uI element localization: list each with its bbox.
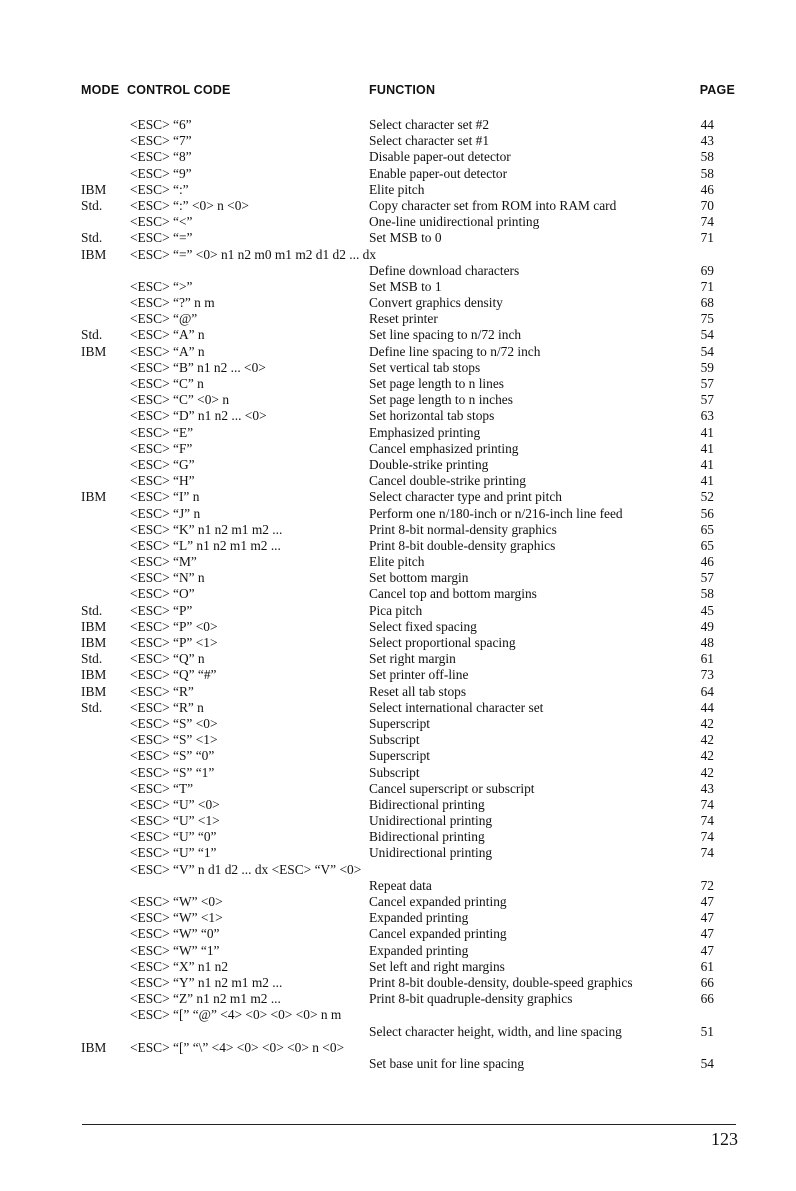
row-control-code: <ESC> “V” n d1 d2 ... dx <ESC> “V” <0> xyxy=(130,861,362,877)
table-row xyxy=(0,522,796,538)
row-page: 74 xyxy=(700,214,714,230)
row-mode: IBM xyxy=(81,1039,107,1055)
table-row xyxy=(0,845,796,861)
row-control-code: <ESC> “B” n1 n2 ... <0> xyxy=(130,359,266,375)
row-function: Cancel top and bottom margins xyxy=(369,586,537,602)
row-page: 63 xyxy=(700,408,714,424)
table-row xyxy=(0,781,796,797)
row-control-code: <ESC> “X” n1 n2 xyxy=(130,958,229,974)
row-control-code: <ESC> “U” “1” xyxy=(130,845,217,861)
row-page: 75 xyxy=(700,311,714,327)
table-row xyxy=(0,603,796,619)
row-function: Select international character set xyxy=(369,699,544,715)
table-row xyxy=(0,878,796,894)
row-page: 42 xyxy=(700,764,714,780)
table-row xyxy=(0,586,796,602)
row-page: 48 xyxy=(700,635,714,650)
table-row xyxy=(0,748,796,764)
table-row xyxy=(0,716,796,732)
table-row xyxy=(0,392,796,408)
row-control-code: <ESC> “W” <1> xyxy=(130,910,223,926)
row-mode: Std. xyxy=(81,230,103,246)
row-function: Emphasized printing xyxy=(369,424,481,440)
row-function: Expanded printing xyxy=(369,942,469,958)
row-function: Select fixed spacing xyxy=(369,618,477,634)
row-function: Print 8-bit double-density, double-speed graphics xyxy=(369,974,633,990)
row-page: 56 xyxy=(700,505,714,521)
table-row xyxy=(0,910,796,926)
row-mode: Std. xyxy=(81,327,103,343)
row-control-code: <ESC> “S” “1” xyxy=(130,764,215,780)
row-mode: IBM xyxy=(81,683,107,699)
row-function: Cancel expanded printing xyxy=(369,894,507,909)
row-page: 57 xyxy=(700,392,714,408)
row-control-code: <ESC> “F” xyxy=(130,440,193,456)
row-control-code: <ESC> “Y” n1 n2 m1 m2 ... xyxy=(130,974,283,990)
row-control-code: <ESC> “=” <0> n1 n2 m0 m1 m2 d1 d2 ... dx xyxy=(130,246,377,262)
header-control-code: CONTROL CODE xyxy=(127,83,231,97)
row-control-code: <ESC> “>” xyxy=(130,278,193,294)
row-function: One-line unidirectional printing xyxy=(369,214,540,230)
row-page: 73 xyxy=(700,667,714,683)
row-function: Select character set #2 xyxy=(369,117,490,132)
row-function: Set right margin xyxy=(369,651,456,667)
table-row xyxy=(0,667,796,683)
row-control-code: <ESC> “[” “\” <4> <0> <0> <0> n <0> xyxy=(130,1039,345,1055)
row-function: Repeat data xyxy=(369,877,432,893)
row-control-code: <ESC> “?” n m xyxy=(130,295,215,311)
table-row xyxy=(0,926,796,942)
row-control-code: <ESC> “9” xyxy=(130,165,192,181)
table-row xyxy=(0,829,796,845)
row-page: 74 xyxy=(700,845,714,861)
row-page: 58 xyxy=(700,165,714,181)
row-control-code: <ESC> “=” xyxy=(130,230,193,246)
row-function: Bidirectional printing xyxy=(369,829,485,845)
row-function: Elite pitch xyxy=(369,181,425,197)
row-page: 41 xyxy=(700,473,714,489)
row-page: 43 xyxy=(700,780,714,796)
row-mode: Std. xyxy=(81,602,103,618)
row-page: 47 xyxy=(700,942,714,958)
row-mode: IBM xyxy=(81,246,107,262)
row-function: Pica pitch xyxy=(369,602,423,618)
row-page: 54 xyxy=(700,327,714,343)
table-row xyxy=(0,651,796,667)
row-page: 42 xyxy=(700,732,714,748)
table-row xyxy=(0,1007,796,1023)
table-row xyxy=(0,489,796,505)
row-control-code: <ESC> “U” “0” xyxy=(130,829,217,845)
row-control-code: <ESC> “A” n xyxy=(130,327,205,343)
row-control-code: <ESC> “Q” n xyxy=(130,651,205,667)
row-mode: IBM xyxy=(81,618,107,634)
row-control-code: <ESC> “M” xyxy=(130,554,197,570)
row-control-code: <ESC> “P” xyxy=(130,602,193,618)
row-page: 47 xyxy=(700,894,714,909)
header-mode: MODE xyxy=(81,83,120,97)
page-number: 123 xyxy=(711,1129,738,1149)
table-row xyxy=(0,732,796,748)
row-page: 42 xyxy=(700,715,714,731)
table-row xyxy=(0,327,796,343)
row-control-code: <ESC> “R” n xyxy=(130,699,204,715)
row-page: 66 xyxy=(700,974,714,990)
row-page: 70 xyxy=(700,197,714,213)
row-function: Double-strike printing xyxy=(369,456,489,472)
row-control-code: <ESC> “H” xyxy=(130,473,195,489)
table-row xyxy=(0,619,796,635)
table-row xyxy=(0,538,796,554)
table-row xyxy=(0,133,796,149)
table-row xyxy=(0,247,796,263)
row-function: Set bottom margin xyxy=(369,570,469,586)
table-row xyxy=(0,554,796,570)
row-page: 43 xyxy=(700,133,714,149)
row-function: Enable paper-out detector xyxy=(369,165,508,181)
row-control-code: <ESC> “D” n1 n2 ... <0> xyxy=(130,408,267,424)
table-row xyxy=(0,263,796,279)
row-page: 47 xyxy=(700,910,714,926)
row-page: 65 xyxy=(700,537,714,553)
row-control-code: <ESC> “O” xyxy=(130,586,195,602)
row-function: Set page length to n lines xyxy=(369,376,504,391)
row-page: 44 xyxy=(700,699,714,715)
row-control-code: <ESC> “E” xyxy=(130,424,194,440)
table-row xyxy=(0,441,796,457)
row-function: Set line spacing to n/72 inch xyxy=(369,327,522,343)
table-row xyxy=(0,408,796,424)
row-page: 65 xyxy=(700,521,714,537)
row-function: Set horizontal tab stops xyxy=(369,408,495,424)
table-row xyxy=(0,975,796,991)
row-function: Print 8-bit quadruple-density graphics xyxy=(369,991,573,1007)
row-control-code: <ESC> “<” xyxy=(130,214,193,230)
footer-rule xyxy=(82,1124,736,1125)
row-function: Reset printer xyxy=(369,311,438,327)
row-page: 54 xyxy=(700,343,714,359)
table-row xyxy=(0,1040,796,1056)
row-function: Bidirectional printing xyxy=(369,796,485,812)
row-function: Set left and right margins xyxy=(369,958,505,974)
row-control-code: <ESC> “:” xyxy=(130,181,189,197)
row-function: Set base unit for line spacing xyxy=(369,1055,525,1071)
row-function: Print 8-bit normal-density graphics xyxy=(369,521,557,537)
row-function: Cancel double-strike printing xyxy=(369,473,526,489)
table-row xyxy=(0,230,796,246)
table-row xyxy=(0,959,796,975)
row-page: 71 xyxy=(700,278,714,294)
row-function: Set vertical tab stops xyxy=(369,359,481,375)
row-page: 41 xyxy=(700,424,714,440)
table-row xyxy=(0,765,796,781)
row-function: Cancel superscript or subscript xyxy=(369,780,535,796)
row-page: 74 xyxy=(700,829,714,845)
row-control-code: <ESC> “6” xyxy=(130,117,192,132)
row-function: Set MSB to 1 xyxy=(369,278,442,294)
row-control-code: <ESC> “7” xyxy=(130,133,192,149)
row-page: 71 xyxy=(700,230,714,246)
row-mode: IBM xyxy=(81,181,107,197)
row-control-code: <ESC> “L” n1 n2 m1 m2 ... xyxy=(130,537,281,553)
row-function: Set MSB to 0 xyxy=(369,230,442,246)
row-function: Set page length to n inches xyxy=(369,392,513,408)
table-row xyxy=(0,376,796,392)
header-page: PAGE xyxy=(699,83,735,97)
row-page: 57 xyxy=(700,376,714,391)
row-function: Select character type and print pitch xyxy=(369,489,562,505)
row-page: 61 xyxy=(700,651,714,667)
table-row xyxy=(0,360,796,376)
row-page: 41 xyxy=(700,456,714,472)
row-function: Cancel emphasized printing xyxy=(369,440,519,456)
row-page: 58 xyxy=(700,149,714,165)
row-function: Define download characters xyxy=(369,262,520,278)
row-control-code: <ESC> “Z” n1 n2 m1 m2 ... xyxy=(130,991,281,1007)
row-mode: Std. xyxy=(81,197,103,213)
row-page: 66 xyxy=(700,991,714,1007)
row-function: Unidirectional printing xyxy=(369,813,493,829)
table-row xyxy=(0,149,796,165)
row-function: Subscript xyxy=(369,764,420,780)
row-control-code: <ESC> “S” <0> xyxy=(130,715,218,731)
command-table xyxy=(0,117,796,1072)
table-row xyxy=(0,862,796,878)
table-row xyxy=(0,279,796,295)
row-page: 64 xyxy=(700,683,714,699)
table-row xyxy=(0,344,796,360)
row-function: Select character height, width, and line spacing xyxy=(369,1023,622,1039)
row-control-code: <ESC> “W” “1” xyxy=(130,942,220,958)
row-page: 44 xyxy=(700,117,714,132)
table-row xyxy=(0,457,796,473)
row-page: 46 xyxy=(700,554,714,570)
row-function: Subscript xyxy=(369,732,420,748)
row-page: 61 xyxy=(700,958,714,974)
row-control-code: <ESC> “U” <1> xyxy=(130,813,220,829)
row-page: 68 xyxy=(700,295,714,311)
row-mode: Std. xyxy=(81,651,103,667)
row-control-code: <ESC> “N” n xyxy=(130,570,205,586)
table-row xyxy=(0,1024,796,1040)
table-row xyxy=(0,894,796,910)
header-function: FUNCTION xyxy=(369,83,436,97)
row-control-code: <ESC> “Q” “#” xyxy=(130,667,217,683)
row-control-code: <ESC> “U” <0> xyxy=(130,796,220,812)
row-control-code: <ESC> “W” “0” xyxy=(130,926,220,942)
row-control-code: <ESC> “C” n xyxy=(130,376,204,391)
row-control-code: <ESC> “@” xyxy=(130,311,198,327)
table-row xyxy=(0,473,796,489)
row-page: 45 xyxy=(700,602,714,618)
row-control-code: <ESC> “C” <0> n xyxy=(130,392,230,408)
row-function: Define line spacing to n/72 inch xyxy=(369,343,541,359)
row-control-code: <ESC> “K” n1 n2 m1 m2 ... xyxy=(130,521,283,537)
row-mode: IBM xyxy=(81,667,107,683)
row-function: Select character set #1 xyxy=(369,133,490,149)
row-function: Select proportional spacing xyxy=(369,635,516,650)
table-row xyxy=(0,295,796,311)
row-control-code: <ESC> “R” xyxy=(130,683,194,699)
row-function: Cancel expanded printing xyxy=(369,926,507,942)
row-page: 51 xyxy=(700,1023,714,1039)
row-page: 59 xyxy=(700,359,714,375)
table-row xyxy=(0,813,796,829)
row-function: Elite pitch xyxy=(369,554,425,570)
row-page: 69 xyxy=(700,262,714,278)
row-control-code: <ESC> “:” <0> n <0> xyxy=(130,197,249,213)
row-control-code: <ESC> “J” n xyxy=(130,505,201,521)
row-control-code: <ESC> “P” <1> xyxy=(130,635,218,650)
table-row xyxy=(0,117,796,133)
table-row xyxy=(0,198,796,214)
row-function: Unidirectional printing xyxy=(369,845,493,861)
table-row xyxy=(0,425,796,441)
row-page: 58 xyxy=(700,586,714,602)
table-row xyxy=(0,311,796,327)
row-page: 52 xyxy=(700,489,714,505)
row-page: 74 xyxy=(700,796,714,812)
row-page: 49 xyxy=(700,618,714,634)
row-function: Superscript xyxy=(369,748,430,764)
table-row xyxy=(0,991,796,1007)
row-page: 47 xyxy=(700,926,714,942)
table-row xyxy=(0,943,796,959)
table-row xyxy=(0,684,796,700)
row-page: 42 xyxy=(700,748,714,764)
table-row xyxy=(0,1056,796,1072)
row-mode: IBM xyxy=(81,343,107,359)
row-control-code: <ESC> “I” n xyxy=(130,489,200,505)
table-row xyxy=(0,166,796,182)
row-function: Expanded printing xyxy=(369,910,469,926)
table-row xyxy=(0,635,796,651)
row-page: 74 xyxy=(700,813,714,829)
row-function: Copy character set from ROM into RAM card xyxy=(369,197,617,213)
table-row xyxy=(0,570,796,586)
row-control-code: <ESC> “A” n xyxy=(130,343,205,359)
row-function: Reset all tab stops xyxy=(369,683,467,699)
row-function: Perform one n/180-inch or n/216-inch line feed xyxy=(369,505,623,521)
table-row xyxy=(0,182,796,198)
table-row xyxy=(0,797,796,813)
table-row xyxy=(0,214,796,230)
row-control-code: <ESC> “8” xyxy=(130,149,192,165)
row-function: Print 8-bit double-density graphics xyxy=(369,537,556,553)
row-control-code: <ESC> “P” <0> xyxy=(130,618,218,634)
row-page: 72 xyxy=(700,877,714,893)
row-page: 57 xyxy=(700,570,714,586)
row-page: 46 xyxy=(700,181,714,197)
row-page: 41 xyxy=(700,440,714,456)
row-function: Superscript xyxy=(369,715,430,731)
row-control-code: <ESC> “S” “0” xyxy=(130,748,215,764)
table-row xyxy=(0,700,796,716)
row-mode: IBM xyxy=(81,489,107,505)
row-control-code: <ESC> “G” xyxy=(130,456,195,472)
row-control-code: <ESC> “[” “@” <4> <0> <0> <0> n m xyxy=(130,1007,342,1023)
row-function: Set printer off-line xyxy=(369,667,469,683)
row-page: 54 xyxy=(700,1055,714,1071)
row-function: Convert graphics density xyxy=(369,295,503,311)
row-control-code: <ESC> “W” <0> xyxy=(130,894,223,909)
row-function: Disable paper-out detector xyxy=(369,149,511,165)
row-mode: Std. xyxy=(81,699,103,715)
row-control-code: <ESC> “S” <1> xyxy=(130,732,218,748)
table-row xyxy=(0,506,796,522)
row-control-code: <ESC> “T” xyxy=(130,780,194,796)
row-mode: IBM xyxy=(81,635,107,650)
